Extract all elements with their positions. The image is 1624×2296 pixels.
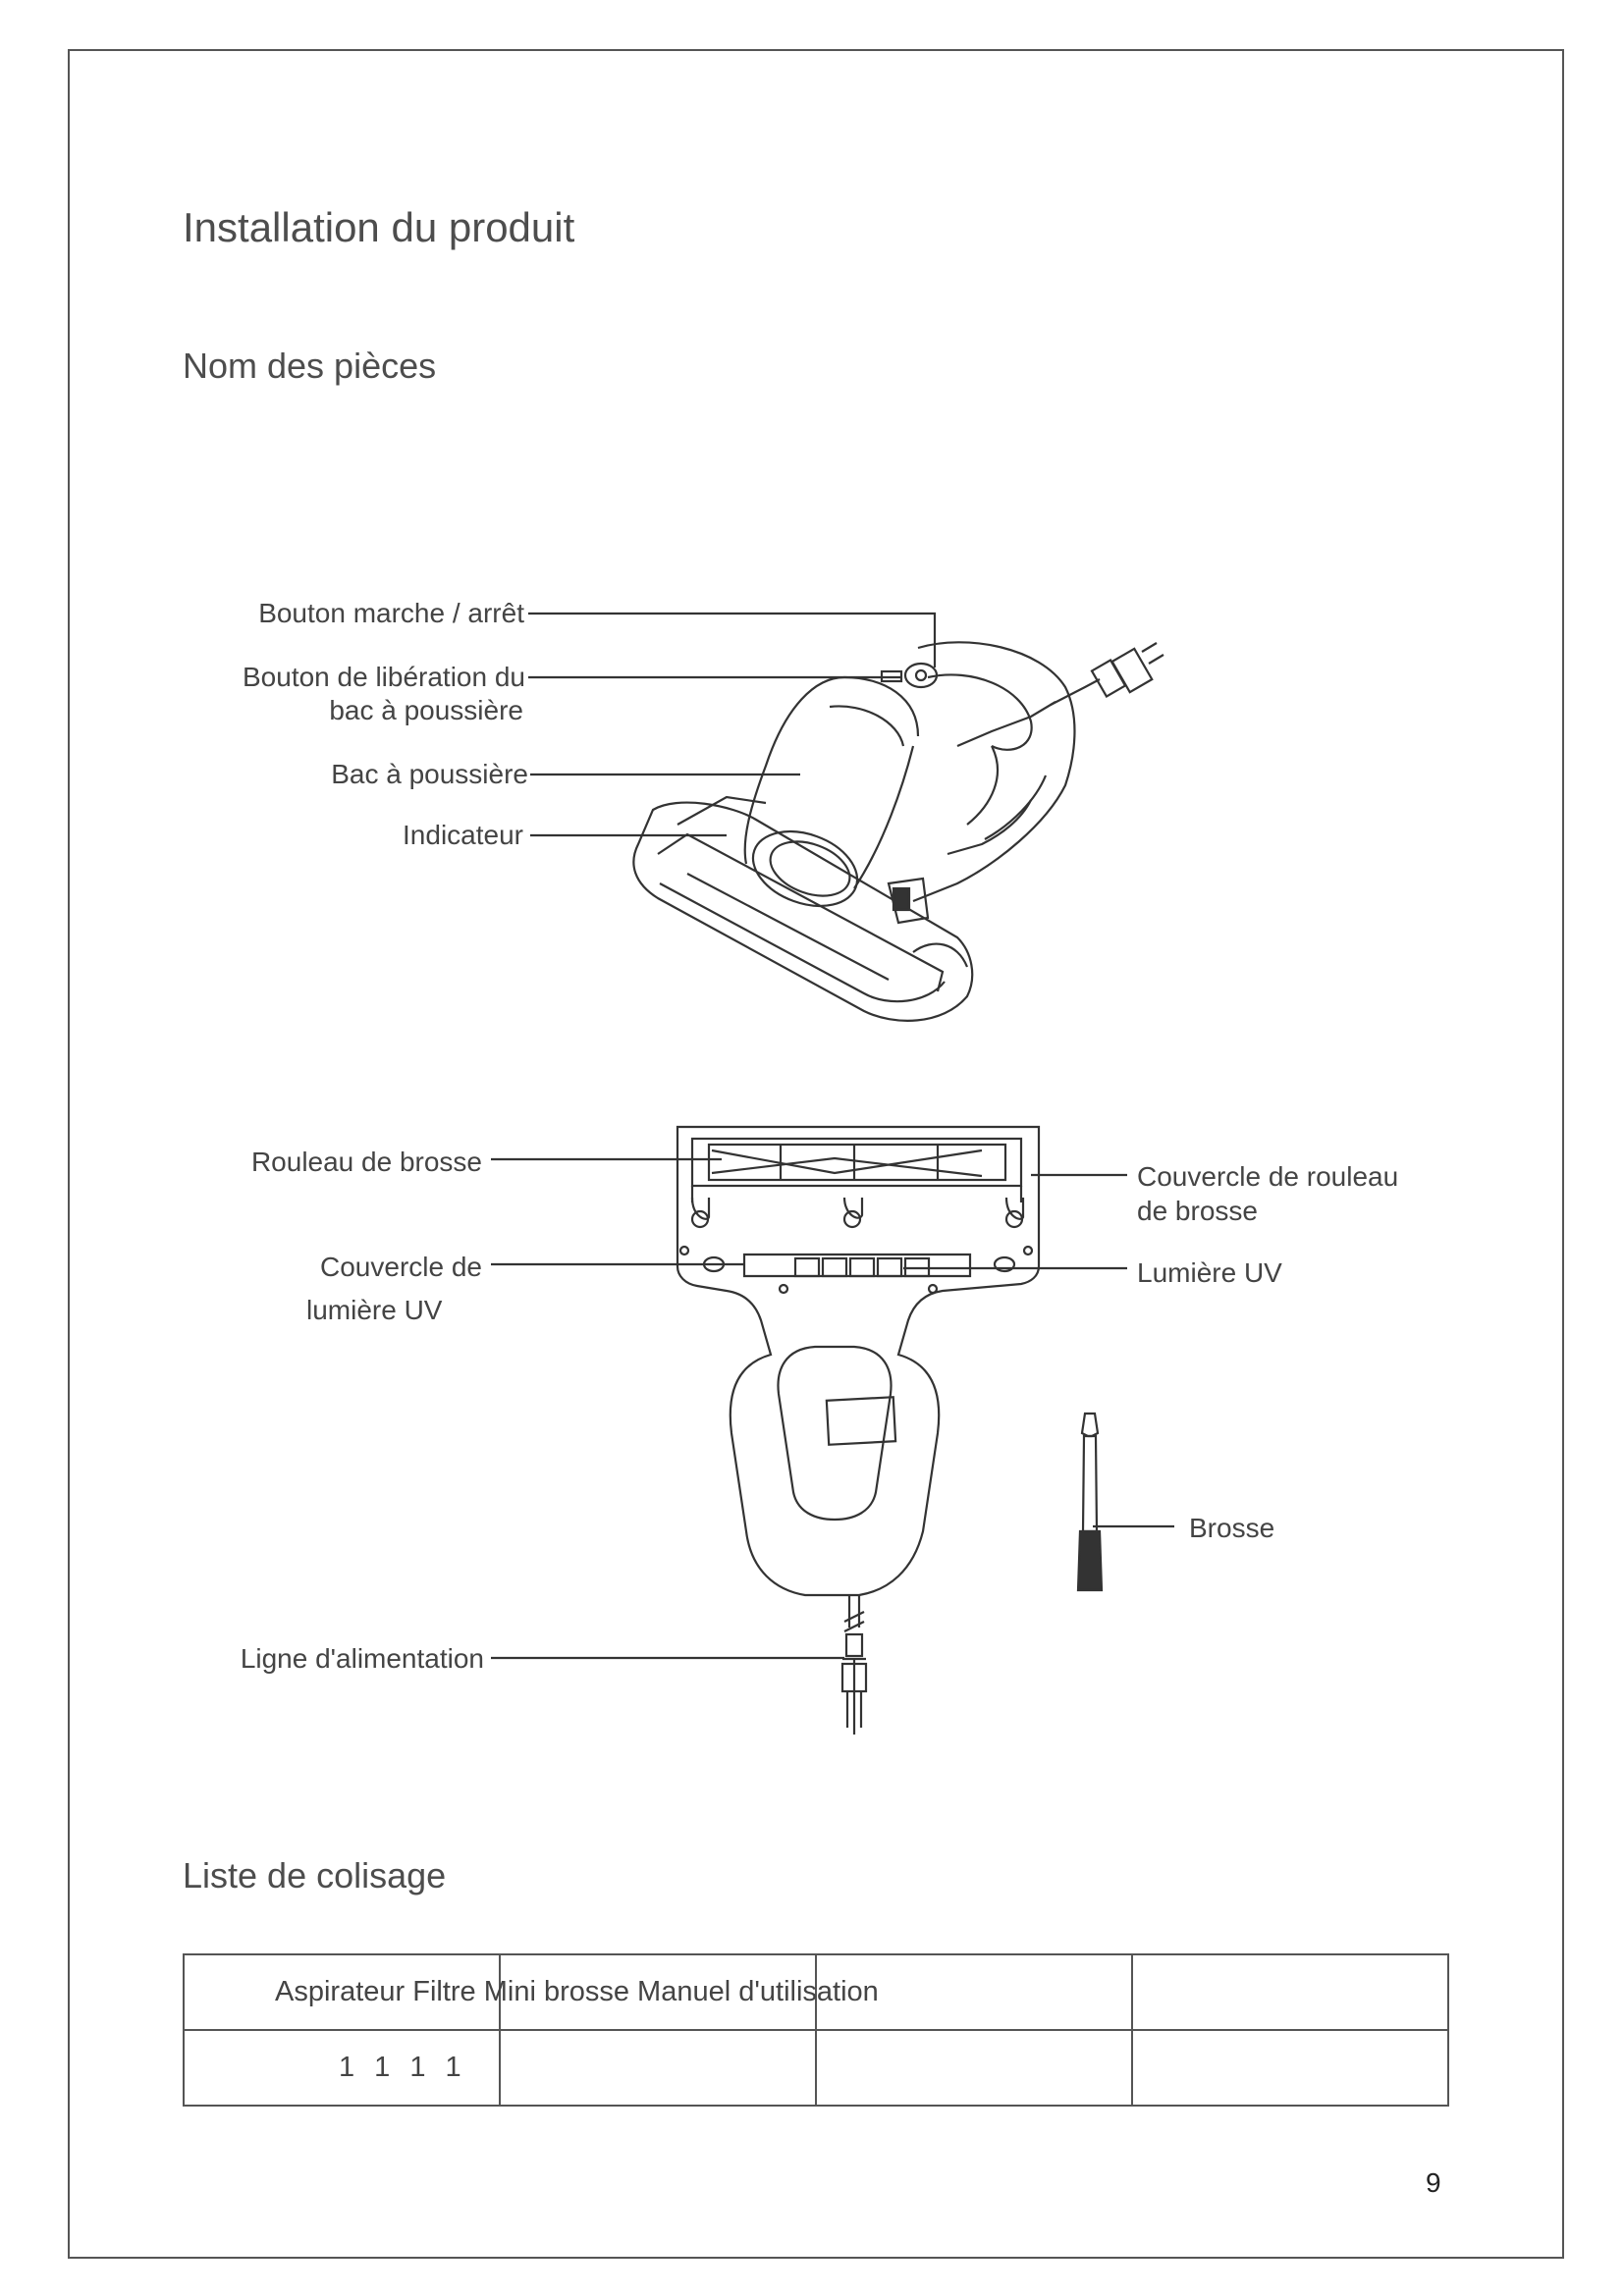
label-dust-bin: Bac à poussière xyxy=(331,759,528,789)
packing-quantities: 1 1 1 1 xyxy=(339,2052,467,2083)
label-release-button-2: bac à poussière xyxy=(329,695,523,725)
table-cell xyxy=(184,2030,500,2106)
label-uv-light: Lumière UV xyxy=(1137,1257,1282,1288)
label-release-button-1: Bouton de libération du xyxy=(243,662,525,692)
label-uv-cover-1: Couvercle de xyxy=(320,1252,482,1282)
page-number: 9 xyxy=(1426,2167,1441,2198)
table-cell xyxy=(816,2030,1132,2106)
table-row xyxy=(184,2030,1448,2106)
table-cell xyxy=(1132,1954,1448,2030)
parts-heading: Nom des pièces xyxy=(183,346,437,386)
packing-list-heading: Liste de colisage xyxy=(183,1855,447,1896)
table-row xyxy=(184,1954,1448,2030)
table-cell xyxy=(184,1954,879,2030)
table-cell xyxy=(500,2030,816,2106)
table-cell xyxy=(816,1954,1132,2030)
label-brush: Brosse xyxy=(1189,1513,1275,1543)
page-title: Installation du produit xyxy=(183,204,575,250)
label-brush-roll: Rouleau de brosse xyxy=(250,1147,482,1177)
label-brush-roll-cover-1: Couvercle de rouleau xyxy=(1137,1161,1399,1192)
packing-header-text: Aspirateur Filtre Mini brosse Manuel d'utilisation xyxy=(275,1976,879,2007)
label-power-button: Bouton marche / arrêt xyxy=(258,598,524,628)
table-cell xyxy=(1132,2030,1448,2106)
packing-list-table xyxy=(183,1953,1449,2107)
table-cell xyxy=(500,1954,816,2030)
label-brush-roll-cover-2: de brosse xyxy=(1137,1196,1258,1226)
label-indicator: Indicateur xyxy=(403,820,523,850)
label-uv-cover-2: lumière UV xyxy=(306,1295,443,1325)
label-power-cord: Ligne d'alimentation xyxy=(240,1643,484,1674)
